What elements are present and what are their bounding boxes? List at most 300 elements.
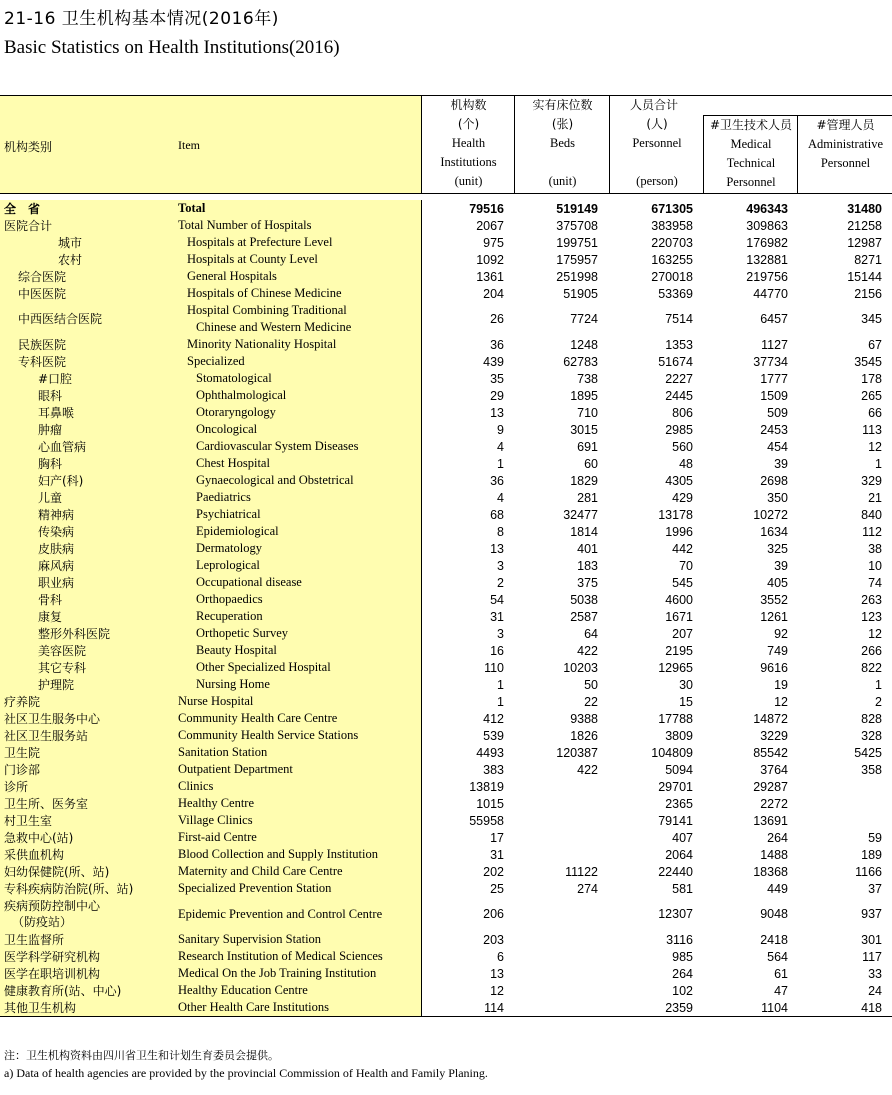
cell-personnel: 79141: [658, 813, 693, 828]
cell-admin-personnel: 937: [861, 907, 882, 921]
row-item-en: Orthopaedics: [196, 592, 263, 606]
row-item-en: Medical On the Job Training Institution: [178, 966, 377, 980]
cell-beds: 199751: [556, 235, 598, 250]
row-category-zh: 综合医院: [18, 269, 67, 284]
cell-medical-personnel: 12: [774, 694, 788, 709]
table-row: [0, 489, 892, 506]
cell-medical-personnel: 85542: [753, 745, 788, 760]
cell-personnel: 15: [679, 694, 693, 709]
cell-admin-personnel: 358: [861, 762, 882, 777]
row-item-en: Occupational disease: [196, 575, 302, 589]
table-row: [0, 251, 892, 268]
cell-medical-personnel: 219756: [746, 269, 788, 284]
cell-institutions: 383: [483, 762, 504, 777]
cell-medical-personnel: 564: [767, 949, 788, 964]
cell-admin-personnel: 840: [861, 507, 882, 522]
row-item-en: Community Health Care Centre: [178, 711, 338, 725]
row-category-zh: 社区卫生服务中心: [4, 711, 101, 726]
header-item: Item: [178, 138, 200, 152]
row-item-en: Nurse Hospital: [178, 694, 254, 708]
cell-institutions: 202: [483, 864, 504, 879]
cell-beds: 11122: [565, 864, 598, 879]
row-category-zh: 医学科学研究机构: [4, 949, 101, 964]
table-row: [0, 880, 892, 897]
cell-personnel: 5094: [665, 762, 693, 777]
footnote-zh: 注：卫生机构资料由四川省卫生和计划生育委员会提供。: [4, 1049, 279, 1062]
cell-institutions: 9: [497, 422, 504, 437]
cell-admin-personnel: 10: [868, 558, 882, 573]
cell-medical-personnel: 1509: [760, 388, 788, 403]
cell-beds: 375708: [556, 218, 598, 233]
cell-beds: 1829: [570, 473, 598, 488]
cell-personnel: 1996: [665, 524, 693, 539]
cell-admin-personnel: 828: [861, 711, 882, 726]
row-item-en: Oncological: [196, 422, 258, 436]
row-item-en: Specialized Prevention Station: [178, 881, 332, 895]
table-row: [0, 234, 892, 251]
row-item-en: Recuperation: [196, 609, 263, 623]
cell-admin-personnel: 37: [868, 881, 882, 896]
cell-personnel: 2227: [665, 371, 693, 386]
cell-personnel: 12965: [658, 660, 693, 675]
cell-institutions: 16: [490, 643, 504, 658]
table-row: [0, 540, 892, 557]
cell-institutions: 1: [497, 456, 504, 471]
cell-beds: 60: [584, 456, 598, 471]
cell-institutions: 13: [490, 541, 504, 556]
table-row: [0, 608, 892, 625]
cell-medical-personnel: 496343: [746, 201, 788, 216]
cell-institutions: 114: [484, 1000, 504, 1015]
cell-medical-personnel: 18368: [753, 864, 788, 879]
cell-medical-personnel: 19: [774, 677, 788, 692]
cell-admin-personnel: 15144: [847, 269, 882, 284]
row-category-zh: 皮肤病: [38, 541, 75, 556]
cell-admin-personnel: 265: [861, 388, 882, 403]
cell-admin-personnel: 178: [861, 371, 882, 386]
row-category-zh: 采供血机构: [4, 847, 65, 862]
table-row: [0, 829, 892, 846]
table-row: [0, 761, 892, 778]
cell-medical-personnel: 92: [774, 626, 788, 641]
table-row: [0, 744, 892, 761]
table-row: [0, 863, 892, 880]
cell-medical-personnel: 39: [774, 558, 788, 573]
table-row: [0, 200, 892, 217]
cell-admin-personnel: 1: [875, 677, 882, 692]
cell-institutions: 68: [490, 507, 504, 522]
cell-personnel: 220703: [651, 235, 693, 250]
cell-medical-personnel: 176982: [746, 235, 788, 250]
table-row: [0, 931, 892, 948]
row-item-en: Hospitals at County Level: [187, 252, 318, 266]
cell-medical-personnel: 1127: [761, 337, 788, 352]
row-item-en: Blood Collection and Supply Institution: [178, 847, 378, 861]
row-category-zh: 妇产(科): [38, 473, 84, 488]
row-item-en: Ophthalmological: [196, 388, 287, 402]
cell-institutions: 539: [483, 728, 504, 743]
row-category-zh: 康复: [38, 609, 63, 624]
row-item-en: Research Institution of Medical Sciences: [178, 949, 383, 963]
cell-institutions: 439: [483, 354, 504, 369]
row-category-zh: 儿童: [38, 490, 63, 505]
cell-admin-personnel: 8271: [854, 252, 882, 267]
cell-institutions: 1: [497, 694, 504, 709]
cell-admin-personnel: 2: [875, 694, 882, 709]
cell-institutions: 36: [490, 473, 504, 488]
row-item-en: Clinics: [178, 779, 214, 793]
row-item-en: Community Health Service Stations: [178, 728, 359, 742]
cell-medical-personnel: 9048: [760, 907, 788, 921]
cell-beds: 1814: [570, 524, 598, 539]
cell-personnel: 806: [672, 405, 693, 420]
table-row: [0, 591, 892, 608]
row-category-zh: 民族医院: [18, 337, 67, 352]
cell-personnel: 7514: [665, 312, 693, 326]
cell-medical-personnel: 9616: [760, 660, 788, 675]
cell-personnel: 2195: [665, 643, 693, 658]
cell-medical-personnel: 1104: [761, 1000, 788, 1015]
cell-admin-personnel: 12: [868, 626, 882, 641]
cell-personnel: 53369: [658, 286, 693, 301]
statistics-table: [0, 95, 892, 1017]
row-item-en: Paediatrics: [196, 490, 251, 504]
table-row: [0, 795, 892, 812]
row-category-zh: 疾病预防控制中心: [4, 899, 101, 913]
cell-medical-personnel: 1777: [760, 371, 788, 386]
table-row: [0, 778, 892, 795]
table-row: [0, 642, 892, 659]
cell-institutions: 35: [490, 371, 504, 386]
cell-personnel: 4305: [665, 473, 693, 488]
cell-institutions: 8: [497, 524, 504, 539]
cell-institutions: 975: [483, 235, 504, 250]
cell-admin-personnel: 329: [861, 473, 882, 488]
row-category-zh: 其它专科: [38, 660, 87, 675]
table-body: [0, 200, 892, 1016]
row-item-en: Orthopetic Survey: [196, 626, 288, 640]
cell-personnel: 70: [679, 558, 693, 573]
cell-admin-personnel: 24: [868, 983, 882, 998]
row-category-zh: 农村: [58, 252, 83, 267]
row-category-zh: 卫生院: [4, 745, 41, 760]
header-personnel-group: 人员合计: [609, 96, 892, 193]
cell-beds: 375: [577, 575, 598, 590]
cell-medical-personnel: 749: [767, 643, 788, 658]
cell-medical-personnel: 309863: [746, 218, 788, 233]
row-category-zh: 眼科: [38, 388, 63, 403]
row-item-en: Hospitals at Prefecture Level: [187, 235, 333, 249]
row-item-en: Hospitals of Chinese Medicine: [187, 286, 342, 300]
row-category-zh: 职业病: [38, 575, 75, 590]
cell-medical-personnel: 37734: [753, 354, 788, 369]
cell-institutions: 17: [490, 830, 504, 845]
cell-institutions: 3: [497, 626, 504, 641]
row-item-en: Healthy Centre: [178, 796, 255, 810]
row-category-zh: 胸科: [38, 456, 63, 471]
row-item-en: Healthy Education Centre: [178, 983, 308, 997]
cell-admin-personnel: 12: [868, 439, 882, 454]
row-item-en: Minority Nationality Hospital: [187, 337, 337, 351]
cell-medical-personnel: 13691: [753, 813, 788, 828]
cell-institutions: 1015: [476, 796, 504, 811]
cell-personnel: 3809: [665, 728, 693, 743]
row-item-en: Stomatological: [196, 371, 272, 385]
table-row: [0, 948, 892, 965]
row-item-en: Psychiatrical: [196, 507, 261, 521]
cell-institutions: 79516: [469, 201, 504, 216]
cell-beds: 710: [577, 405, 598, 420]
cell-personnel: 2365: [665, 796, 693, 811]
page-title-en: Basic Statistics on Health Institutions(2016): [4, 37, 340, 58]
row-category-zh: 整形外科医院: [38, 626, 111, 641]
row-category-zh: 卫生所、医务室: [4, 796, 89, 811]
cell-beds: 64: [584, 626, 598, 641]
table-row: [0, 710, 892, 727]
cell-beds: 422: [577, 762, 598, 777]
row-item-en: Sanitation Station: [178, 745, 268, 759]
table-row: [0, 727, 892, 744]
cell-personnel: 51674: [658, 354, 693, 369]
cell-admin-personnel: 822: [861, 660, 882, 675]
cell-medical-personnel: 454: [767, 439, 788, 454]
cell-institutions: 206: [483, 907, 504, 921]
cell-institutions: 203: [483, 932, 504, 947]
row-item-en: Specialized: [187, 354, 245, 368]
cell-medical-personnel: 61: [774, 966, 788, 981]
cell-admin-personnel: 67: [868, 337, 882, 352]
cell-personnel: 2985: [665, 422, 693, 437]
cell-beds: 62783: [563, 354, 598, 369]
cell-institutions: 1092: [476, 252, 504, 267]
cell-beds: 1248: [570, 337, 598, 352]
cell-medical-personnel: 2418: [760, 932, 788, 947]
row-item-en: Other Health Care Institutions: [178, 1000, 330, 1014]
cell-personnel: 442: [672, 541, 693, 556]
cell-institutions: 2: [497, 575, 504, 590]
footnote-en: a) Data of health agencies are provided by the provincial Commission of Health and Family Planing.: [4, 1066, 488, 1080]
cell-personnel: 163255: [651, 252, 693, 267]
cell-institutions: 13819: [469, 779, 504, 794]
cell-personnel: 102: [672, 983, 693, 998]
row-category-zh: 疗养院: [4, 694, 41, 709]
cell-medical-personnel: 2272: [760, 796, 788, 811]
cell-admin-personnel: 38: [868, 541, 882, 556]
cell-medical-personnel: 2698: [760, 473, 788, 488]
cell-beds: 50: [584, 677, 598, 692]
cell-beds: 2587: [570, 609, 598, 624]
cell-personnel: 407: [672, 830, 693, 845]
row-category-zh: 诊所: [4, 779, 29, 794]
row-category-zh: 麻风病: [38, 558, 75, 573]
row-item-en: Otoraryngology: [196, 405, 276, 419]
row-category-zh: 肿瘤: [38, 422, 63, 437]
cell-institutions: 4: [497, 439, 504, 454]
cell-medical-personnel: 509: [767, 405, 788, 420]
cell-institutions: 6: [497, 949, 504, 964]
row-item-en: Hospital Combining Traditional: [187, 303, 347, 317]
row-item-en: Outpatient Department: [178, 762, 293, 776]
row-item-en: Gynaecological and Obstetrical: [196, 473, 354, 487]
cell-institutions: 29: [490, 388, 504, 403]
cell-personnel: 207: [672, 626, 693, 641]
cell-beds: 691: [577, 439, 598, 454]
cell-institutions: 25: [490, 881, 504, 896]
row-item-en: Nursing Home: [196, 677, 270, 691]
cell-beds: 281: [577, 490, 598, 505]
row-item-en: Maternity and Child Care Centre: [178, 864, 343, 878]
cell-medical-personnel: 264: [767, 830, 788, 845]
row-item-en: Epidemic Prevention and Control Centre: [178, 906, 383, 921]
cell-personnel: 30: [679, 677, 693, 692]
row-item-en: Chest Hospital: [196, 456, 270, 470]
cell-medical-personnel: 132881: [746, 252, 788, 267]
cell-beds: 51905: [563, 286, 598, 301]
cell-personnel: 3116: [666, 932, 693, 947]
row-category-zh: 中西医结合医院: [18, 312, 103, 326]
row-category-zh: 精神病: [38, 507, 75, 522]
cell-institutions: 2067: [476, 218, 504, 233]
cell-admin-personnel: 21258: [847, 218, 882, 233]
table-row: [0, 217, 892, 234]
page-title-zh: 21-16 卫生机构基本情况(2016年): [4, 9, 279, 29]
row-category-zh: 医学在职培训机构: [4, 966, 101, 981]
row-category-zh: #口腔: [38, 371, 73, 386]
cell-admin-personnel: 113: [862, 422, 882, 437]
cell-personnel: 104809: [651, 745, 693, 760]
cell-medical-personnel: 39: [774, 456, 788, 471]
cell-medical-personnel: 47: [774, 983, 788, 998]
cell-beds: 175957: [556, 252, 598, 267]
cell-beds: 1826: [570, 728, 598, 743]
cell-admin-personnel: 33: [868, 966, 882, 981]
table-row: [0, 336, 892, 353]
row-item-en: First-aid Centre: [178, 830, 257, 844]
row-item-en: Cardiovascular System Diseases: [196, 439, 359, 453]
cell-beds: 401: [577, 541, 598, 556]
row-item-en: Epidemiological: [196, 524, 279, 538]
row-category-zh: 城市: [58, 235, 83, 250]
cell-medical-personnel: 44770: [753, 286, 788, 301]
cell-institutions: 36: [490, 337, 504, 352]
cell-admin-personnel: 263: [861, 592, 882, 607]
table-row: [0, 557, 892, 574]
table-row: [0, 268, 892, 285]
row-item-en: Other Specialized Hospital: [196, 660, 331, 674]
cell-personnel: 2064: [665, 847, 693, 862]
cell-admin-personnel: 74: [868, 575, 882, 590]
cell-personnel: 560: [672, 439, 693, 454]
table-row: [0, 387, 892, 404]
table-row: [0, 897, 892, 931]
cell-medical-personnel: 3229: [760, 728, 788, 743]
cell-beds: 183: [577, 558, 598, 573]
cell-admin-personnel: 123: [861, 609, 882, 624]
cell-admin-personnel: 21: [868, 490, 882, 505]
cell-medical-personnel: 3764: [760, 762, 788, 777]
row-category-zh: 美容医院: [38, 643, 87, 658]
cell-institutions: 26: [490, 312, 504, 326]
cell-beds: 3015: [570, 422, 598, 437]
cell-institutions: 1361: [476, 269, 504, 284]
table-row: [0, 421, 892, 438]
cell-admin-personnel: 418: [861, 1000, 882, 1015]
table-row: [0, 302, 892, 336]
cell-beds: 32477: [563, 507, 598, 522]
table-header: [0, 96, 892, 194]
row-item-en: General Hospitals: [187, 269, 277, 283]
cell-medical-personnel: 3552: [760, 592, 788, 607]
table-row: [0, 472, 892, 489]
row-category-zh-2: （防疫站）: [12, 915, 73, 929]
cell-medical-personnel: 405: [767, 575, 788, 590]
cell-personnel: 2445: [665, 388, 693, 403]
row-category-zh: 全 省: [4, 201, 41, 216]
cell-admin-personnel: 12987: [847, 235, 882, 250]
table-row: [0, 455, 892, 472]
cell-admin-personnel: 117: [862, 949, 882, 964]
table-row: [0, 693, 892, 710]
cell-personnel: 429: [672, 490, 693, 505]
cell-medical-personnel: 1261: [760, 609, 788, 624]
cell-beds: 1895: [570, 388, 598, 403]
row-item-en: Dermatology: [196, 541, 262, 555]
table-row: [0, 846, 892, 863]
cell-beds: 22: [584, 694, 598, 709]
cell-admin-personnel: 2156: [854, 286, 882, 301]
cell-medical-personnel: 14872: [753, 711, 788, 726]
row-item-en: Total Number of Hospitals: [178, 218, 312, 232]
row-category-zh: 社区卫生服务站: [4, 728, 89, 743]
cell-admin-personnel: 5425: [854, 745, 882, 760]
cell-personnel: 29701: [658, 779, 693, 794]
cell-medical-personnel: 449: [767, 881, 788, 896]
table-row: [0, 676, 892, 693]
cell-personnel: 17788: [658, 711, 693, 726]
header-medical: #卫生技术人员 Medical Technical Personnel: [703, 115, 798, 194]
table-row: [0, 438, 892, 455]
cell-personnel: 270018: [651, 269, 693, 284]
cell-admin-personnel: 266: [861, 643, 882, 658]
row-category-zh: 护理院: [38, 677, 75, 692]
cell-institutions: 31: [490, 847, 504, 862]
cell-personnel: 1671: [665, 609, 693, 624]
cell-beds: 10203: [563, 660, 598, 675]
cell-personnel: 671305: [651, 201, 693, 216]
table-row: [0, 659, 892, 676]
cell-personnel: 4600: [665, 592, 693, 607]
cell-institutions: 13: [490, 966, 504, 981]
row-category-zh: 村卫生室: [4, 813, 53, 828]
table-row: [0, 285, 892, 302]
table-row: [0, 353, 892, 370]
table-row: [0, 982, 892, 999]
cell-medical-personnel: 6457: [760, 312, 788, 326]
cell-admin-personnel: 1: [875, 456, 882, 471]
cell-beds: 120387: [556, 745, 598, 760]
table-row: [0, 574, 892, 591]
table-row: [0, 625, 892, 642]
cell-admin-personnel: 59: [868, 830, 882, 845]
cell-admin-personnel: 3545: [854, 354, 882, 369]
row-item-en: Sanitary Supervision Station: [178, 932, 322, 946]
header-institutions: 机构数 (个) Health Institutions (unit): [421, 96, 515, 193]
cell-beds: 274: [577, 881, 598, 896]
cell-personnel: 264: [672, 966, 693, 981]
cell-personnel: 581: [672, 881, 693, 896]
row-category-zh: 妇幼保健院(所、站): [4, 864, 110, 879]
row-category-zh: 耳鼻喉: [38, 405, 75, 420]
